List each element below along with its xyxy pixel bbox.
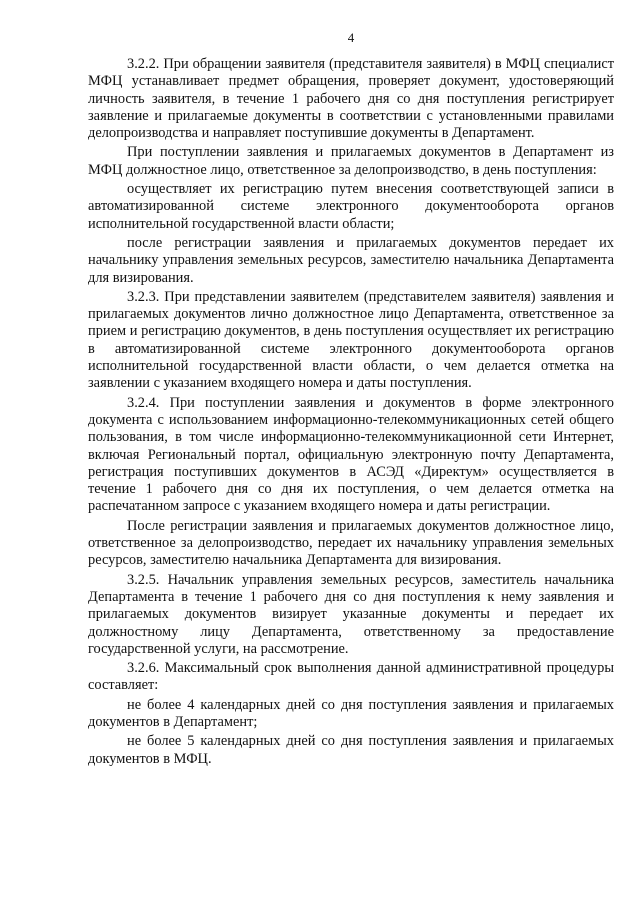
paragraph-term-mfc: не более 5 календарных дней со дня поступления заявления и прилагаемых документов в МФЦ.: [88, 733, 614, 767]
paragraph-3-2-6: 3.2.6. Максимальный срок выполнения данной административной процедуры составляет:: [88, 660, 614, 694]
paragraph-after-registration: после регистрации заявления и прилагаемых документов передает их начальнику управления земельных ресурсов, заместителю начальника Департамента для визирования.: [88, 234, 614, 286]
page-number: 4: [347, 30, 355, 45]
paragraph-term-department: не более 4 календарных дней со дня поступления заявления и прилагаемых документов в Департамент;: [88, 696, 614, 730]
paragraph-3-2-3: 3.2.3. При представлении заявителем (представителем заявителя) заявления и прилагаемых документов лично должностное лицо Департамента, ответственное за прием и регистрацию документов, в день поступления осуществляет их регистрацию в автоматизированной системе электронного документооборота органов исполнительной государственной власти области, о чем делается отметка на заявлении с указанием входящего номера и даты поступления.: [88, 288, 614, 392]
document-page: [88, 30, 614, 770]
paragraph-registration: осуществляет их регистрацию путем внесения соответствующей записи в автоматизированной системе электронного документооборота органов исполнительной государственной власти области;: [88, 181, 614, 232]
paragraph-after-electronic-registration: После регистрации заявления и прилагаемых документов должностное лицо, ответственное за делопроизводство, передает их начальнику управления земельных ресурсов, заместителю начальника Департамента для визирования.: [88, 517, 614, 569]
paragraph-3-2-2: 3.2.2. При обращении заявителя (представителя заявителя) в МФЦ специалист МФЦ устанавливает предмет обращения, проверяет документ, удостоверяющий личность заявителя, в течение 1 рабочего дня со дня поступления регистрирует заявление и прилагаемые документы в соответствии с установленными правилами делопроизводства и направляет поступившие документы в Департамент.: [88, 56, 614, 142]
paragraph-3-2-4: 3.2.4. При поступлении заявления и документов в форме электронного документа с использованием информационно-телекоммуникационных сетей общего пользования, в том числе информационно-телекоммуникационной сети Интернет, включая Региональный портал, официальную электронную почту Департамента, регистрация поступивших документов в АСЭД «Директум» осуществляется в течение 1 рабочего дня со дня их поступления, о чем делается отметка на распечатанном запросе с указанием входящего номера и даты регистрации.: [88, 394, 614, 515]
paragraph-3-2-5: 3.2.5. Начальник управления земельных ресурсов, заместитель начальника Департамента в течение 1 рабочего дня со дня поступления к нему заявления и прилагаемых документов визирует указанные документы и передает их должностному лицу Департамента, ответственному за предоставление государственной услуги, на рассмотрение.: [88, 571, 614, 657]
paragraph-mfc-receipt: При поступлении заявления и прилагаемых документов в Департамент из МФЦ должностное лицо, ответственное за делопроизводство, в день поступления:: [88, 144, 614, 178]
